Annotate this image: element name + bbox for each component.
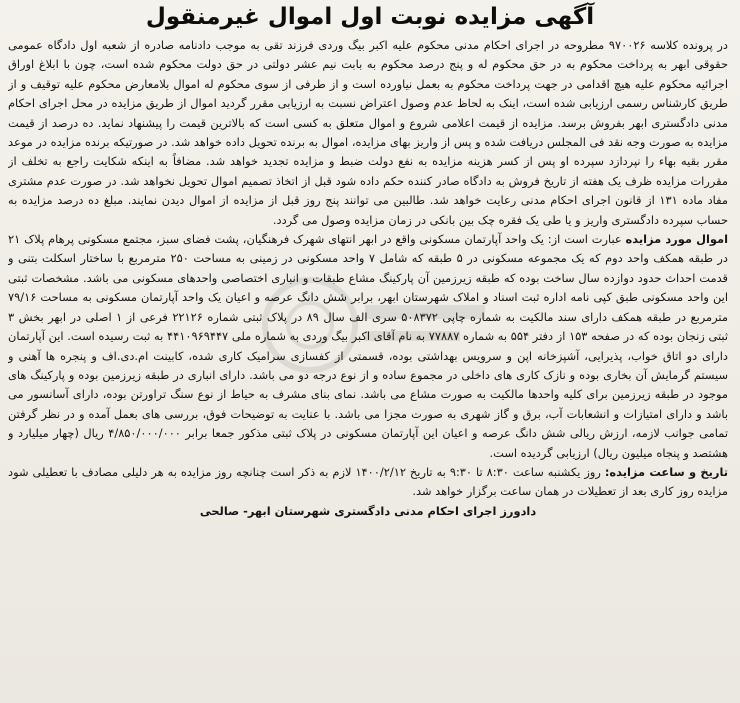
notice-body xyxy=(8,36,728,697)
notice-title: آگهی مزایده نوبت اول اموال غیرمنقول xyxy=(145,4,595,30)
property-label: اموال مورد مزایده xyxy=(625,232,728,247)
property-paragraph xyxy=(8,230,728,463)
date-label: تاریخ و ساعت مزایده: xyxy=(604,464,728,479)
date-paragraph xyxy=(8,463,728,502)
date-text: روز یکشنبه ساعت ۸:۳۰ تا ۹:۳۰ به تاریخ ۱۴۰۰/۲/۱۲ لازم به ذکر است چنانچه روز مزایده به هر دلیلی مصادف با تعطیلی شود مزایده روز کاری بعد از تعطیلات در همان ساعت برگزار خواهد شد. xyxy=(8,464,728,499)
signature: دادورز اجرای احکام مدنی دادگستری شهرستان ابهر- صالحی xyxy=(199,503,537,518)
intro-paragraph: در پرونده کلاسه ۹۷۰۰۲۶ مطروحه در اجرای احکام مدنی محکوم علیه اکبر بیگ وردی فرزند تقی به موجب دادنامه صادره از شعبه اول دادگاه عمومی حقوقی ابهر به پرداخت محکوم به در حق محکوم له و پنج درصد محکوم به بابت نیم عشر دولتی در حق دولت محکوم شده است، چون با ابلاغ اوراق اجرائیه محکوم علیه هیچ اقدامی در جهت پرداخت محکوم به بعمل نیاورده است و از طرفی از سوی محکوم له اموال بلامعارض محکوم علیه توقیف و از طریق کارشناس رسمی ارزیابی شده است، اینک به لحاظ عدم وصول اعتراض نسبت به ارزیابی مقرر گردید اموال از طریق مزایده در محل اجرای احکام مدنی دادگستری ابهر بفروش برسد. مزایده از قیمت اعلامی شروع و اموال متعلق به کسی است که بالاترین قیمت را پیشنهاد نماید. ده درصد از قیمت مزایده به صورت وجه نقد فی المجلس دریافت شده و پس از واریز بهای مزایده، اموال به برنده تحویل داده خواهد شد. در صورتیکه برنده مزایده در موعد مقرر بقیه بهاء را نپردازد سپرده او پس از کسر هزینه مزایده به نفع دولت ضبط و مزایده تجدید خواهد شد. مضافاً به اینکه شکایت راجع به تخلف از مقررات مزایده ظرف یک هفته از تاریخ فروش به دادگاه صادر کننده حکم داده شود قبل از اتخاذ تصمیم اموال تحویل نخواهد شد. در صورت عدم مشتری مفاد ماده ۱۳۱ از قانون اجرای احکام مدنی رعایت خواهد شد. طالبین می توانند پنج روز قبل از مزایده از اموال دیدن نمایند. مبلغ ده درصد مزایده به حساب سپرده دادگستری واریز و یا طی یک فقره چک بین بانکی در زمان مزایده وصول می گردد. xyxy=(8,38,728,227)
property-text: عبارت است از: یک واحد آپارتمان مسکونی واقع در ابهر انتهای شهرک فرهنگیان، پشت فضای سبز، مجتمع مسکونی پرهام پلاک ۲۱ در طبقه همکف واحد دوم که یک مجموعه مسکونی در ۵ طبقه که شامل ۷ واحد مسکونی در زمینی به مساحت ۲۵۰ مترمربع با ساختار اسکلت بتنی و قدمت احداث حدود دوازده سال ساخت بوده که طبقه زیرزمین آن پارکینگ مشاع طبقات و انباری اختصاصی واحدهای مسکونی می باشد. مشخصات ثبتی این واحد مسکونی طبق کپی نامه اداره ثبت اسناد و املاک شهرستان ابهر، برابر شش دانگ عرصه و اعیان یک واحد آپارتمان مسکونی به مساحت ۷۹/۱۶ مترمربع در طبقه همکف دارای سند مالکیت به شماره چاپی ۵۰۸۳۷۲ سری الف سال ۸۹ در پلاک ثبتی شماره ۲۲۱۲۶ فرعی از ۱ اصلی در ابهر بخش ۳ ثبتی زنجان بوده که در صفحه ۱۵۳ از دفتر ۵۵۴ به شماره ۷۷۸۸۷ به نام آقای اکبر بیگ وردی به شماره ملی ۴۴۱۰۹۶۹۴۴۷ به ثبت رسیده است. این آپارتمان دارای دو اتاق خواب، پذیرایی، آشپزخانه اپن و سرویس بهداشتی بوده، قسمتی از کفسازی سرامیک کاری شده، کابینت ام.دی.اف و پنجره ها آهنی و سیستم گرمایش آن بخاری بوده و نازک کاری های داخلی در مجموع ساده و از نوع درجه دو می باشد. دارای انباری در طبقه زیرزمین بوده و پارکینگ های موجود در طبقه زیرزمین برای کلیه واحدها مالکیت به صورت مشاع می باشد. نمای بنای مشرف به حیاط از نوع سنگ تراورتن بوده، دارای آسانسور می باشد و دارای امتیازات و انشعابات آب، برق و گاز شهری به صورت مجزا می باشد. با عنایت به توضیحات فوق، بررسی های بعمل آمده و در نظر گرفتن تمامی جوانب لازمه، ارزش ریالی شش دانگ عرصه و اعیان این آپارتمان مسکونی در پلاک ثبتی مذکور جمعا برابر ۴/۸۵۰/۰۰۰/۰۰۰ ریال (چهار میلیارد و هشتصد و پنجاه میلیون ریال) ارزیابی گردیده است. xyxy=(8,232,728,460)
